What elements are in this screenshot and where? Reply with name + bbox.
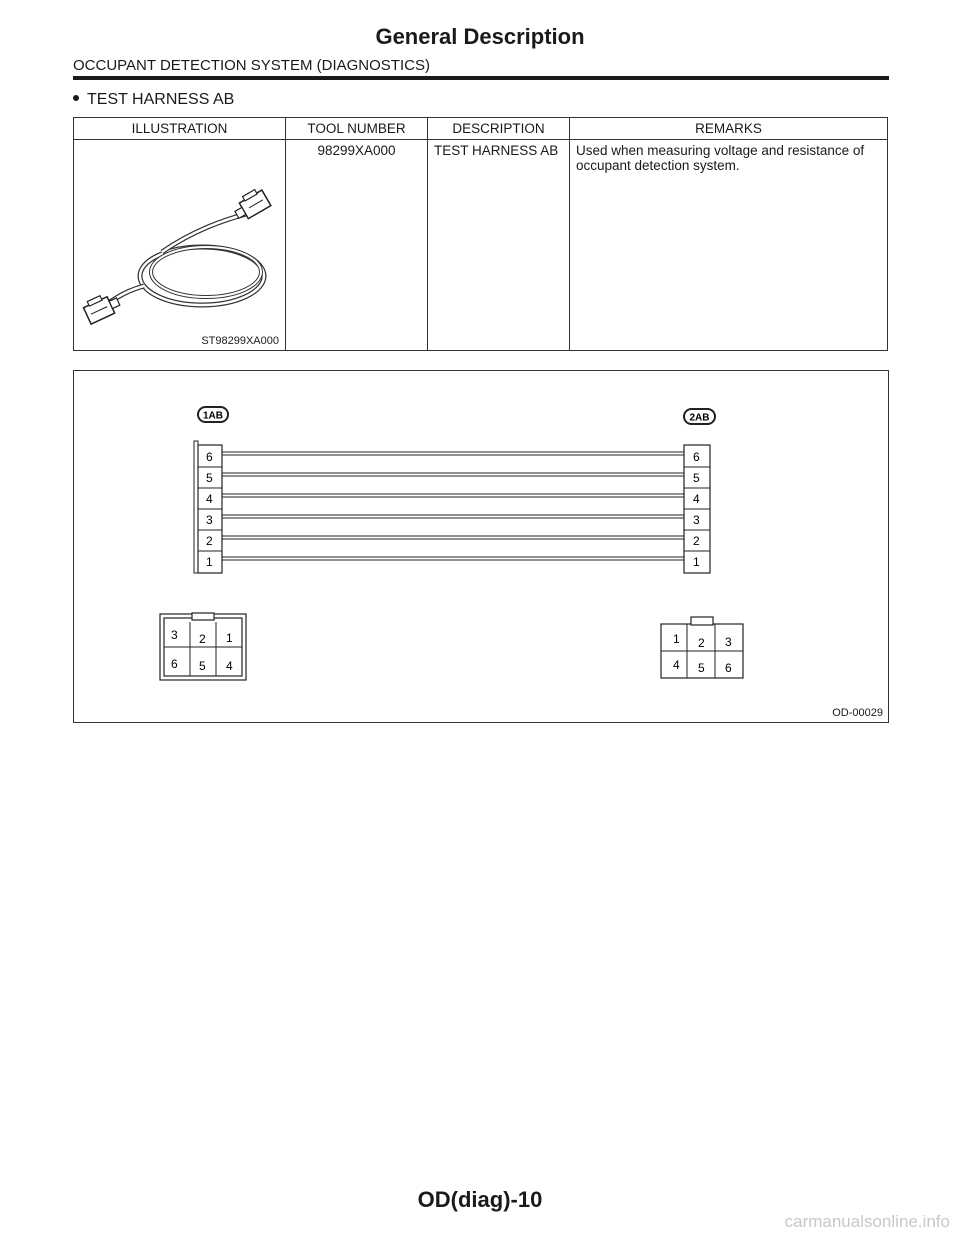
tool-table — [73, 117, 888, 351]
col-header-description: DESCRIPTION — [428, 118, 570, 140]
pin-label: 6 — [206, 450, 213, 464]
pin-label: 5 — [206, 471, 213, 485]
face-pin-label: 4 — [673, 658, 680, 672]
face-pin-label: 5 — [698, 661, 705, 675]
col-header-tool-number: TOOL NUMBER — [286, 118, 428, 140]
face-pin-label: 6 — [171, 657, 178, 671]
col-header-remarks: REMARKS — [570, 118, 888, 140]
page-number: OD(diag)-10 — [417, 1187, 543, 1212]
col-header-illustration: ILLUSTRATION — [74, 118, 286, 140]
bullet-item — [73, 91, 234, 109]
pin-label: 1 — [206, 555, 213, 569]
face-pin-label: 2 — [698, 636, 705, 650]
connector-tag-2ab — [684, 409, 715, 424]
bullet-text: TEST HARNESS AB — [87, 91, 235, 108]
illustration-cell — [74, 140, 286, 351]
pin-label: 2 — [206, 534, 213, 548]
pin-label: 6 — [693, 450, 700, 464]
section-subtitle: OCCUPANT DETECTION SYSTEM (DIAGNOSTICS) — [73, 57, 430, 74]
watermark: carmanualsonline.info — [784, 1212, 950, 1231]
bullet-icon — [73, 95, 79, 101]
header-rule — [73, 76, 889, 80]
face-pin-label: 3 — [171, 628, 178, 642]
pin-label: 1 — [693, 555, 700, 569]
connector-tag-1ab — [198, 407, 228, 422]
wiring-diagram-svg — [74, 371, 888, 722]
pin-label: 4 — [693, 492, 700, 506]
connector-2ab-face — [661, 617, 743, 678]
connector-2ab-pins — [684, 445, 710, 573]
tool-number-cell: 98299XA000 — [286, 140, 428, 351]
pin-label: 5 — [693, 471, 700, 485]
pin-label: 2 — [693, 534, 700, 548]
page-title: General Description — [375, 24, 585, 49]
illustration-code: ST98299XA000 — [201, 335, 279, 347]
wiring-diagram — [73, 370, 889, 723]
pin-label: 3 — [693, 513, 700, 527]
harness-illustration — [74, 140, 286, 344]
face-pin-label: 1 — [226, 631, 233, 645]
remarks-cell: Used when measuring voltage and resistance of occupant detection system. — [570, 140, 888, 351]
pin-label: 3 — [206, 513, 213, 527]
diagram-code: OD-00029 — [832, 707, 883, 719]
face-pin-label: 6 — [725, 661, 732, 675]
connector-1ab-label: 1AB — [202, 410, 224, 422]
face-pin-label: 1 — [673, 632, 680, 646]
pin-label: 4 — [206, 492, 213, 506]
connector-1ab-pins — [194, 441, 222, 573]
face-pin-label: 2 — [199, 632, 206, 646]
table-header-row — [74, 118, 888, 140]
connector-1ab-face — [160, 613, 246, 680]
description-cell: TEST HARNESS AB — [428, 140, 570, 351]
harness-wires — [222, 452, 684, 560]
face-pin-label: 4 — [226, 659, 233, 673]
connector-2ab-label: 2AB — [689, 412, 710, 424]
table-row — [74, 140, 888, 351]
face-pin-label: 3 — [725, 635, 732, 649]
face-pin-label: 5 — [199, 659, 206, 673]
